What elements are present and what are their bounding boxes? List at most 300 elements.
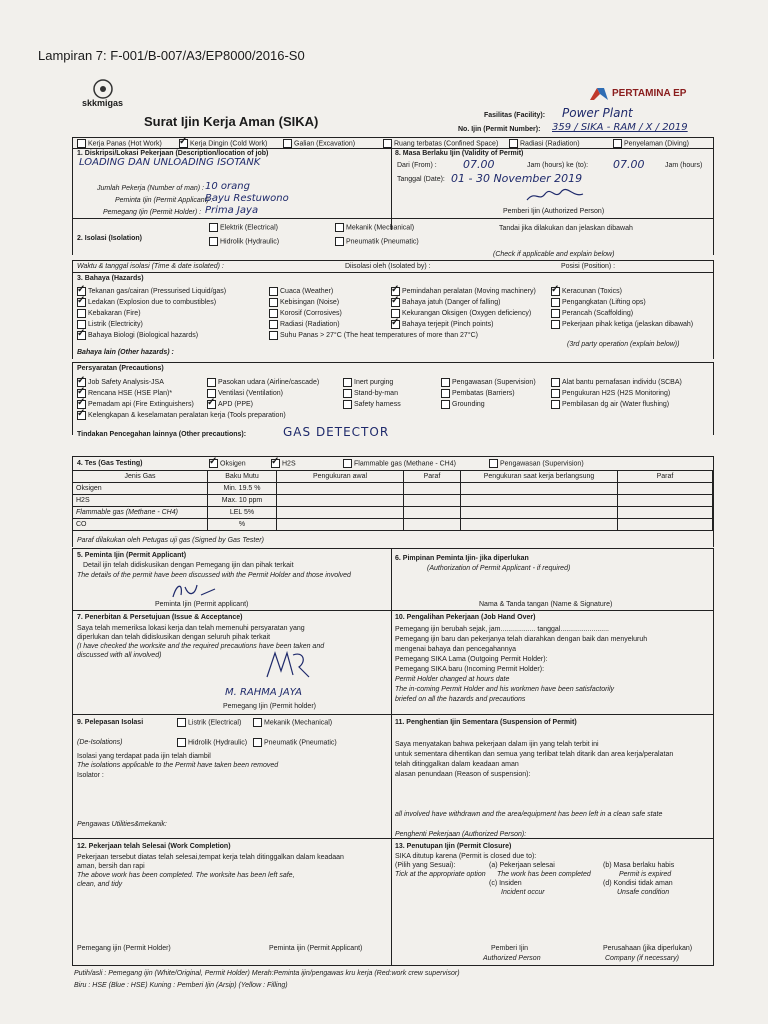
checkbox[interactable] bbox=[77, 309, 86, 318]
gas-header-initial: Pengukuran awal bbox=[277, 471, 404, 483]
checkbox[interactable] bbox=[441, 400, 450, 409]
checkbox-label: Rencana HSE (HSE Plan)* bbox=[88, 390, 173, 397]
deiso-mechanical-checkbox[interactable] bbox=[253, 718, 262, 727]
deiso-electrical-label: Listrik (Electrical) bbox=[188, 719, 242, 727]
checkbox-option[interactable] bbox=[391, 297, 536, 308]
holder-value: Prima Jaya bbox=[205, 205, 259, 216]
work-type-hot[interactable] bbox=[77, 139, 162, 148]
gas-initial-cell[interactable] bbox=[277, 519, 404, 531]
checkbox-label: Kekurangan Oksigen (Oxygen deficiency) bbox=[402, 310, 532, 317]
section-10-line: Pemegang SIKA baru (Incoming Permit Holder): bbox=[395, 666, 545, 673]
section-7-10 bbox=[72, 610, 714, 715]
section-11-footer: all involved have withdrawn and the area/equipment has been left in a clean safe state bbox=[395, 811, 663, 818]
checkbox-option[interactable] bbox=[77, 319, 226, 330]
checkbox[interactable] bbox=[77, 331, 86, 340]
table-row bbox=[73, 507, 713, 519]
section-7-line-2: diperlukan dan telah didiskusikan dengan seluruh pihak terkait bbox=[77, 634, 271, 641]
section-12-sign-holder: Pemegang ijin (Permit Holder) bbox=[77, 945, 171, 952]
diving-checkbox[interactable] bbox=[613, 139, 622, 148]
gas-during-cell[interactable] bbox=[461, 519, 618, 531]
gas-during-cell[interactable] bbox=[461, 495, 618, 507]
closure-option-d-en: Unsafe condition bbox=[617, 889, 670, 896]
gas-standard: LEL 5% bbox=[208, 507, 277, 519]
checkbox-label: Bahaya jatuh (Danger of falling) bbox=[402, 299, 501, 306]
gas-test-table bbox=[72, 470, 713, 531]
checkbox[interactable] bbox=[551, 309, 560, 318]
section-2-title: 2. Isolasi (Isolation) bbox=[77, 235, 142, 242]
date-label: Tanggal (Date): bbox=[397, 176, 445, 183]
checkbox-label: Tekanan gas/cairan (Pressurised Liquid/gas) bbox=[88, 288, 227, 295]
radiation-checkbox[interactable] bbox=[509, 139, 518, 148]
section-10-line: Permit Holder changed at hours date bbox=[395, 676, 510, 683]
section-11-line-4: alasan penundaan (Reason of suspension): bbox=[395, 771, 531, 778]
hot-work-checkbox[interactable] bbox=[77, 139, 86, 148]
section-6-subtitle: (Authorization of Permit Applicant - if required) bbox=[427, 565, 571, 572]
hours-label: Jam (hours) bbox=[665, 162, 703, 169]
iso-mechanical-label: Mekanik (Mechanical) bbox=[346, 224, 415, 232]
column-divider bbox=[391, 839, 392, 965]
closure-option-c-en: Incident occur bbox=[501, 889, 545, 896]
closure-option-a-en: The work has been completed bbox=[497, 871, 591, 878]
isolator-label: Isolator : bbox=[77, 772, 104, 779]
gas-supervision-label: Pengawasan (Supervision) bbox=[500, 460, 584, 468]
section-2 bbox=[72, 218, 714, 258]
deiso-mechanical-label: Mekanik (Mechanical) bbox=[264, 719, 333, 727]
gas-initial-cell[interactable] bbox=[277, 495, 404, 507]
checkbox-label: Pengawasan (Supervision) bbox=[452, 379, 536, 386]
gas-standard: Min. 19.5 % bbox=[208, 483, 277, 495]
precautions-section bbox=[72, 362, 714, 439]
checkbox-option[interactable] bbox=[551, 388, 682, 399]
checkbox-label: Pekerjaan pihak ketiga (jelaskan dibawah) bbox=[562, 321, 694, 328]
section-11-line-2: untuk sementara dihentikan dan semua yang terlibat telah ditarik dan area kerja/peralatan bbox=[395, 751, 674, 758]
checkbox[interactable] bbox=[269, 309, 278, 318]
checkbox-option[interactable] bbox=[77, 308, 226, 319]
work-type-diving[interactable] bbox=[613, 139, 689, 148]
gas-initials-cell[interactable] bbox=[404, 507, 461, 519]
precautions-column-3 bbox=[343, 377, 401, 410]
checkbox-option[interactable] bbox=[441, 377, 536, 388]
section-10-line: Pemegang SIKA Lama (Outgoing Permit Holder): bbox=[395, 656, 548, 663]
checkbox[interactable] bbox=[77, 298, 86, 307]
iso-electrical-label: Elektrik (Electrical) bbox=[220, 224, 278, 232]
checkbox-label: Inert purging bbox=[354, 379, 394, 386]
section-9-title: 9. Pelepasan Isolasi bbox=[77, 719, 144, 726]
checkbox-option[interactable] bbox=[551, 308, 693, 319]
checkbox-label: Ledakan (Explosion due to combustibles) bbox=[88, 299, 217, 306]
section-5-title: 5. Peminta Ijin (Permit Applicant) bbox=[77, 552, 187, 559]
isolation-note: Tandai jika dilakukan dan jelaskan dibawah bbox=[499, 225, 633, 232]
checkbox-option[interactable] bbox=[551, 377, 682, 388]
excavation-label: Galian (Excavation) bbox=[294, 140, 356, 148]
to-value: 07.00 bbox=[613, 158, 645, 171]
section-12-sign-applicant: Peminta ijin (Permit Applicant) bbox=[269, 945, 363, 952]
section-12-line-4: clean, and tidy bbox=[77, 881, 123, 888]
checkbox-label: Cuaca (Weather) bbox=[280, 288, 334, 295]
checkbox-label: Pengukuran H2S (H2S Monitoring) bbox=[562, 390, 671, 397]
deiso-electrical-checkbox[interactable] bbox=[177, 718, 186, 727]
deiso-pneumatic[interactable] bbox=[253, 738, 337, 747]
section-11-line-3: telah ditinggalkan dalam keadaan aman bbox=[395, 761, 519, 768]
confined-space-label: Ruang terbatas (Confined Space) bbox=[394, 140, 499, 148]
gas-initials-cell[interactable] bbox=[618, 483, 713, 495]
iso-pneumatic[interactable] bbox=[335, 237, 419, 246]
checkbox[interactable] bbox=[391, 320, 400, 329]
gas-oxygen-label: Oksigen bbox=[220, 460, 246, 468]
section-9-11 bbox=[72, 714, 714, 839]
checkbox-label: Korosif (Corrosives) bbox=[280, 310, 342, 317]
checkbox[interactable] bbox=[551, 320, 560, 329]
confined-space-checkbox[interactable] bbox=[383, 139, 392, 148]
section-10-line: briefed on all the hazards and precautions bbox=[395, 696, 526, 703]
section-5-6 bbox=[72, 548, 714, 611]
gas-flammable-label: Flammable gas (Methane - CH4) bbox=[354, 460, 456, 468]
authorized-label: Pemberi Ijin (Authorized Person) bbox=[503, 208, 605, 215]
section-7-title: 7. Penerbitan & Persetujuan (Issue & Acceptance) bbox=[77, 614, 243, 621]
closure-sign-company: Perusahaan (jika diperlukan) bbox=[603, 945, 693, 952]
checkbox-option[interactable] bbox=[343, 377, 401, 388]
holder-signature bbox=[263, 647, 313, 681]
precautions-column-2 bbox=[207, 377, 319, 410]
other-precautions-value: GAS DETECTOR bbox=[283, 425, 390, 439]
iso-mechanical[interactable] bbox=[335, 223, 414, 232]
deiso-hydraulic-checkbox[interactable] bbox=[177, 738, 186, 747]
closure-option-b-en: Permit is expired bbox=[619, 871, 672, 878]
checkbox-option[interactable] bbox=[551, 286, 693, 297]
hours-to-label: Jam (hours) ke (to): bbox=[527, 162, 589, 169]
gas-supervision-option[interactable] bbox=[489, 459, 584, 468]
work-type-confined[interactable] bbox=[383, 139, 498, 148]
checkbox[interactable] bbox=[343, 400, 352, 409]
distribution-note-2: Biru : HSE (Blue : HSE) Kuning : Pemberi Ijin (Arsip) (Yellow : Filling) bbox=[74, 982, 288, 989]
holder-label: Pemegang Ijin (Permit Holder) : bbox=[103, 209, 202, 216]
closure-option-d[interactable]: (d) Kondisi tidak aman bbox=[603, 880, 673, 887]
checkbox-option[interactable] bbox=[391, 319, 536, 330]
closure-option-a[interactable]: (a) Pekerjaan selesai bbox=[489, 862, 555, 869]
section-5-sign-label: Peminta Ijin (Permit applicant) bbox=[155, 601, 249, 608]
section-9-line-1: Isolasi yang terdapat pada ijin telah diambil bbox=[77, 753, 211, 760]
iso-electrical[interactable] bbox=[209, 223, 278, 232]
cold-work-label: Kerja Dingin (Cold Work) bbox=[190, 140, 268, 148]
checkbox-label: Kebakaran (Fire) bbox=[88, 310, 141, 317]
gas-header-during: Pengukuran saat kerja berlangsung bbox=[461, 471, 618, 483]
checkbox-option[interactable] bbox=[391, 308, 536, 319]
skkmigas-logo-icon bbox=[88, 78, 118, 100]
form-title: Surat Ijin Kerja Aman (SIKA) bbox=[144, 114, 319, 129]
checkbox[interactable] bbox=[207, 400, 216, 409]
column-divider bbox=[391, 549, 392, 611]
gas-initials-cell[interactable] bbox=[618, 519, 713, 531]
section-1-title: 1. Diskripsi/Lokasi Pekerjaan (Description/location of job) bbox=[77, 150, 269, 157]
section-7-line-1: Saya telah memeriksa lokasi kerja dan telah memenuhi persyaratan yang bbox=[77, 625, 305, 632]
precautions-column-4 bbox=[441, 377, 536, 410]
checkbox-label: Pasokan udara (Airline/cascade) bbox=[218, 379, 320, 386]
checkbox-label: Job Safety Analysis-JSA bbox=[88, 379, 164, 386]
checkbox-option[interactable] bbox=[391, 286, 536, 297]
hazards-column-1 bbox=[77, 286, 226, 341]
permit-number-value: 359 / SIKA - RAM / X / 2019 bbox=[552, 122, 688, 133]
section-13-line-3: Tick at the appropriate option bbox=[395, 871, 486, 878]
gas-h2s-checkbox[interactable] bbox=[271, 459, 280, 468]
gas-header-initials-2: Paraf bbox=[618, 471, 713, 483]
section-6-title: 6. Pimpinan Peminta Ijin- jika diperlukan bbox=[395, 555, 529, 562]
from-label: Dari (From) : bbox=[397, 162, 437, 169]
hot-work-label: Kerja Panas (Hot Work) bbox=[88, 140, 162, 148]
checkbox-label: Suhu Panas > 27°C (The heat temperatures of more than 27°C) bbox=[280, 332, 479, 339]
checkbox[interactable] bbox=[269, 320, 278, 329]
checkbox[interactable] bbox=[551, 298, 560, 307]
section-11-line-1: Saya menyatakan bahwa pekerjaan dalam ijin yang telah terbit ini bbox=[395, 741, 599, 748]
checkbox-option[interactable] bbox=[77, 410, 286, 421]
checkbox-label: Bahaya terjepit (Pinch points) bbox=[402, 321, 494, 328]
section-12-13 bbox=[72, 838, 714, 966]
checkbox[interactable] bbox=[269, 298, 278, 307]
gas-initial-cell[interactable] bbox=[277, 483, 404, 495]
checkbox-label: Pembatas (Barriers) bbox=[452, 390, 515, 397]
checkbox-label: Kelengkapan & keselamatan peralatan kerja (Tools preparation) bbox=[88, 412, 286, 419]
checkbox-label: Kebisingan (Noise) bbox=[280, 299, 340, 306]
checkbox[interactable] bbox=[343, 378, 352, 387]
sika-form bbox=[72, 100, 712, 988]
checkbox-label: Bahaya Biologi (Biological hazards) bbox=[88, 332, 199, 339]
checkbox-label: Ventilasi (Ventilation) bbox=[218, 390, 283, 397]
section-13-line-1: SIKA ditutup karena (Permit is closed due to): bbox=[395, 853, 537, 860]
section-5-text: Detail ijin telah didiskusikan dengan Pemegang ijin dan pihak terkait bbox=[83, 562, 294, 569]
table-row bbox=[73, 519, 713, 531]
gas-during-cell[interactable] bbox=[461, 483, 618, 495]
checkbox-label: Pemindahan peralatan (Moving machinery) bbox=[402, 288, 536, 295]
closure-option-b[interactable]: (b) Masa berlaku habis bbox=[603, 862, 675, 869]
section-4 bbox=[72, 456, 714, 547]
deisolation-label: (De-Isolations) bbox=[77, 739, 123, 746]
gas-name: Flammable gas (Methane - CH4) bbox=[73, 507, 208, 519]
facilities-label: Fasilitas (Facility): bbox=[484, 112, 546, 119]
checkbox-option[interactable] bbox=[343, 388, 401, 399]
gas-flammable-checkbox[interactable] bbox=[343, 459, 352, 468]
checkbox[interactable] bbox=[207, 378, 216, 387]
checkbox-label: Grounding bbox=[452, 401, 485, 408]
facilities-value: Power Plant bbox=[562, 106, 633, 120]
gas-initial-cell[interactable] bbox=[277, 507, 404, 519]
document-reference: Lampiran 7: F-001/B-007/A3/EP8000/2016-S0 bbox=[38, 48, 305, 63]
section-12-line-1: Pekerjaan tersebut diatas telah selesai,tempat kerja telah ditinggalkan dalam keadaan bbox=[77, 854, 344, 861]
section-10-title: 10. Pengalihan Pekerjaan (Job Hand Over) bbox=[395, 614, 536, 621]
other-precautions-label: Tindakan Pencegahan lainnya (Other precautions): bbox=[77, 431, 247, 438]
gas-header-initials-1: Paraf bbox=[404, 471, 461, 483]
deiso-electrical[interactable] bbox=[177, 718, 241, 727]
gas-standard: % bbox=[208, 519, 277, 531]
checkbox-label: Pemadam api (Fire Extinguishers) bbox=[88, 401, 194, 408]
deiso-pneumatic-checkbox[interactable] bbox=[253, 738, 262, 747]
excavation-checkbox[interactable] bbox=[283, 139, 292, 148]
work-type-radiation[interactable] bbox=[509, 139, 580, 148]
column-divider bbox=[391, 715, 392, 839]
section-8-title: 8. Masa Berlaku Ijin (Validity of Permit) bbox=[395, 150, 524, 157]
gas-during-cell[interactable] bbox=[461, 507, 618, 519]
checkbox-label: Pengangkatan (Lifting ops) bbox=[562, 299, 646, 306]
checkbox-label: Radiasi (Radiation) bbox=[280, 321, 340, 328]
section-13-title: 13. Penutupan Ijin (Permit Closure) bbox=[395, 843, 512, 850]
applicant-signature bbox=[169, 579, 219, 601]
gas-h2s-label: H2S bbox=[282, 460, 296, 468]
checkbox-label: Perancah (Scaffolding) bbox=[562, 310, 634, 317]
applicant-label: Peminta Ijin (Permit Applicant) : bbox=[115, 197, 213, 204]
checkbox[interactable] bbox=[391, 298, 400, 307]
deiso-pneumatic-label: Pneumatik (Pneumatic) bbox=[264, 739, 337, 747]
checkbox[interactable] bbox=[551, 378, 560, 387]
isolation-time-label: Waktu & tanggal isolasi (Time & date isolated) : bbox=[77, 263, 224, 270]
gas-initials-cell[interactable] bbox=[404, 519, 461, 531]
gas-h2s-option[interactable] bbox=[271, 459, 296, 468]
checkbox-label: Stand-by-man bbox=[354, 390, 398, 397]
section-7-line-3: (I have checked the worksite and the required precautions have been taken and bbox=[77, 643, 325, 650]
section-5-text-en: The details of the permit have been discussed with the Permit Holder and those involved bbox=[77, 572, 351, 579]
workers-value: 10 orang bbox=[205, 181, 250, 192]
section-3 bbox=[72, 272, 714, 359]
section-4-title: 4. Tes (Gas Testing) bbox=[77, 460, 143, 467]
checkbox-option[interactable] bbox=[207, 388, 319, 399]
checkbox-option[interactable] bbox=[441, 399, 536, 410]
gas-oxygen-checkbox[interactable] bbox=[209, 459, 218, 468]
isolated-by-label: Diisolasi oleh (Isolated by) : bbox=[345, 263, 431, 270]
section-11-title: 11. Penghentian Ijin Sementara (Suspension of Permit) bbox=[395, 719, 577, 726]
checkbox[interactable] bbox=[77, 411, 86, 420]
distribution-note-1: Putih/asli : Pemegang ijin (White/Original, Permit Holder) Merah:Peminta ijin/pengawas kru kerja (Red:work crew supervisor) bbox=[74, 970, 460, 977]
iso-hydraulic[interactable] bbox=[209, 237, 279, 246]
hazards-column-4 bbox=[551, 286, 693, 330]
skkmigas-wordmark: skkmigas bbox=[82, 98, 124, 108]
diving-label: Penyelaman (Diving) bbox=[624, 140, 689, 148]
section-10-line: Pemegang ijin baru dan pekerjanya telah diarahkan dengan baik dan menyeluruh bbox=[395, 636, 648, 643]
workers-label: Jumlah Pekerja (Number of man) : bbox=[97, 185, 204, 192]
checkbox-label: Pembilasan dg air (Water flushing) bbox=[562, 401, 670, 408]
checkbox-option[interactable] bbox=[77, 297, 226, 308]
deiso-hydraulic-label: Hidrolik (Hydraulic) bbox=[188, 739, 248, 747]
deiso-hydraulic[interactable] bbox=[177, 738, 247, 747]
work-type-excavation[interactable] bbox=[283, 139, 355, 148]
checkbox[interactable] bbox=[551, 287, 560, 296]
gas-name: H2S bbox=[73, 495, 208, 507]
gas-header-standard: Baku Mutu bbox=[208, 471, 277, 483]
date-value: 01 - 30 November 2019 bbox=[451, 172, 583, 185]
iso-electrical-checkbox[interactable] bbox=[209, 223, 218, 232]
iso-pneumatic-label: Pneumatik (Pneumatic) bbox=[346, 238, 419, 246]
closure-option-c[interactable]: (c) Insiden bbox=[489, 880, 522, 887]
section-6-sign-label: Nama & Tanda tangan (Name & Signature) bbox=[479, 601, 613, 608]
iso-pneumatic-checkbox[interactable] bbox=[335, 237, 344, 246]
gas-header-type: Jenis Gas bbox=[73, 471, 208, 483]
iso-hydraulic-checkbox[interactable] bbox=[209, 237, 218, 246]
supervisor-label: Pengawas Utilities&mekanik: bbox=[77, 821, 167, 828]
checkbox[interactable] bbox=[269, 331, 278, 340]
gas-table-header bbox=[73, 471, 713, 483]
gas-initials-cell[interactable] bbox=[618, 507, 713, 519]
checkbox-option[interactable] bbox=[441, 388, 536, 399]
third-party-note: (3rd party operation (explain below)) bbox=[567, 341, 680, 348]
checkbox[interactable] bbox=[441, 389, 450, 398]
other-hazards-label: Bahaya lain (Other hazards) : bbox=[77, 349, 174, 356]
closure-sign-authorized: Pemberi Ijin bbox=[491, 945, 528, 952]
gas-flammable-option[interactable] bbox=[343, 459, 456, 468]
permit-number-label: No. Ijin (Permit Number): bbox=[458, 126, 541, 133]
gas-name: CO bbox=[73, 519, 208, 531]
checkbox-option[interactable] bbox=[343, 399, 401, 410]
checkbox-label: Keracunan (Toxics) bbox=[562, 288, 622, 295]
section-7-line-4: discussed with all involved) bbox=[77, 652, 162, 659]
section-12-title: 12. Pekerjaan telah Selesai (Work Completion) bbox=[77, 843, 231, 850]
checkbox-option[interactable] bbox=[269, 330, 478, 341]
checkbox-option[interactable] bbox=[77, 286, 226, 297]
column-divider bbox=[391, 611, 392, 715]
gas-oxygen-option[interactable] bbox=[209, 459, 246, 468]
checkbox-label: Safety harness bbox=[354, 401, 401, 408]
holder-name: M. RAHMA JAYA bbox=[225, 687, 302, 698]
gas-initials-cell[interactable] bbox=[404, 483, 461, 495]
checkbox-label: Listrik (Electricity) bbox=[88, 321, 143, 328]
gas-name: Oksigen bbox=[73, 483, 208, 495]
gas-initials-cell[interactable] bbox=[404, 495, 461, 507]
checkbox-label: APD (PPE) bbox=[218, 401, 254, 408]
closure-sign-company-en: Company (if necessary) bbox=[605, 955, 679, 962]
section-10-body bbox=[395, 625, 647, 705]
checkbox[interactable] bbox=[551, 389, 560, 398]
checkbox-label: Alat bantu pernafasan individu (SCBA) bbox=[562, 379, 682, 386]
authorized-signature bbox=[525, 188, 585, 204]
checkbox[interactable] bbox=[441, 378, 450, 387]
gas-standard: Max. 10 ppm bbox=[208, 495, 277, 507]
job-description-value: LOADING DAN UNLOADING ISOTANK bbox=[79, 157, 261, 168]
precautions-title: Persyaratan (Precautions) bbox=[77, 365, 164, 372]
work-type-cold[interactable] bbox=[179, 139, 267, 148]
gas-tester-note: Paraf dilakukan oleh Petugas uji gas (Signed by Gas Tester) bbox=[77, 537, 264, 544]
section-10-line: mengenai bahaya dan pencegahannya bbox=[395, 646, 517, 653]
checkbox-option[interactable] bbox=[551, 297, 693, 308]
checkbox-option[interactable] bbox=[207, 399, 319, 410]
hazards-column-3 bbox=[391, 286, 536, 330]
checkbox-option[interactable] bbox=[551, 319, 693, 330]
section-11-sign-label: Penghenti Pekerjaan (Authorized Person): bbox=[395, 831, 527, 838]
section-10-line: The in-coming Permit Holder and his workmen have been satisfactorily bbox=[395, 686, 615, 693]
section-12-line-3: The above work has been completed. The worksite has been left safe, bbox=[77, 872, 295, 879]
applicant-value: Bayu Restuwono bbox=[205, 193, 289, 204]
gas-supervision-checkbox[interactable] bbox=[489, 459, 498, 468]
table-row bbox=[73, 495, 713, 507]
checkbox[interactable] bbox=[343, 389, 352, 398]
checkbox[interactable] bbox=[551, 400, 560, 409]
table-row bbox=[73, 483, 713, 495]
section-7-sign-label: Pemegang Ijin (Permit holder) bbox=[223, 703, 316, 710]
position-label: Posisi (Position) : bbox=[561, 263, 616, 270]
from-value: 07.00 bbox=[463, 158, 495, 171]
precautions-column-5 bbox=[551, 377, 682, 410]
section-13-line-2: (Pilih yang Sesuai): bbox=[395, 862, 456, 869]
deiso-mechanical[interactable] bbox=[253, 718, 332, 727]
section-3-title: 3. Bahaya (Hazards) bbox=[77, 275, 144, 282]
checkbox-option[interactable] bbox=[207, 377, 319, 388]
isolation-note-en: (Check if applicable and explain below) bbox=[493, 251, 615, 258]
cold-work-checkbox[interactable] bbox=[179, 139, 188, 148]
section-10-line: Pemegang ijin berubah sejak, jam.................. tanggal......................... bbox=[395, 626, 609, 633]
checkbox-option[interactable] bbox=[77, 330, 226, 341]
gas-initials-cell[interactable] bbox=[618, 495, 713, 507]
checkbox[interactable] bbox=[269, 287, 278, 296]
closure-sign-authorized-en: Authorized Person bbox=[483, 955, 541, 962]
iso-hydraulic-label: Hidrolik (Hydraulic) bbox=[220, 238, 280, 246]
section-12-line-2: aman, bersih dan rapi bbox=[77, 863, 145, 870]
pertamina-wordmark: PERTAMINA EP bbox=[612, 88, 687, 99]
checkbox-option[interactable] bbox=[551, 399, 682, 410]
iso-mechanical-checkbox[interactable] bbox=[335, 223, 344, 232]
